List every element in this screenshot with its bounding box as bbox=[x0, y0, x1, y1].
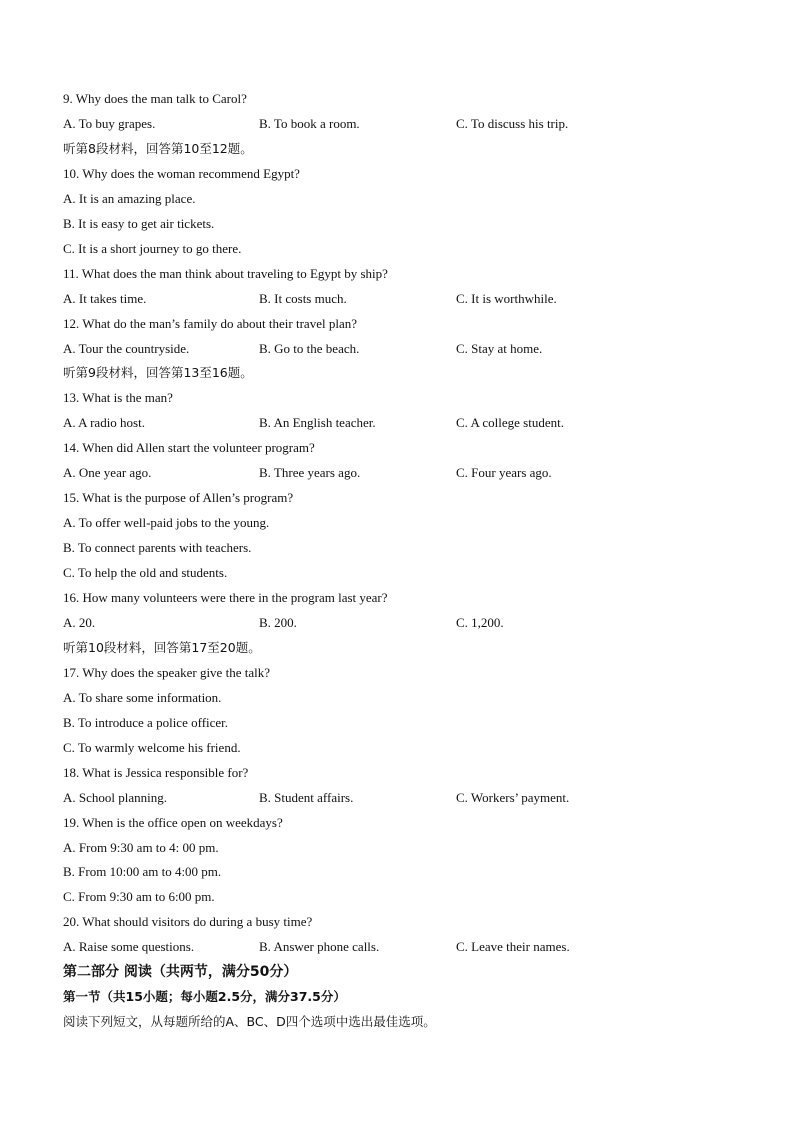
option-b: B. Three years ago. bbox=[259, 465, 361, 480]
option-a: A. One year ago. bbox=[63, 465, 152, 480]
question-line: C. To warmly welcome his friend. bbox=[63, 740, 241, 755]
question-line: A. It is an amazing place. bbox=[63, 191, 196, 206]
section-instruction: 听第10段材料，回答第17至20题。 bbox=[63, 640, 261, 655]
question-line: A. To share some information. bbox=[63, 690, 222, 705]
question-line: B. To connect parents with teachers. bbox=[63, 540, 252, 555]
question-line: 19. When is the office open on weekdays? bbox=[63, 815, 283, 830]
option-b: B. An English teacher. bbox=[259, 415, 376, 430]
option-b: B. Go to the beach. bbox=[259, 341, 360, 356]
section-instruction: 听第9段材料，回答第13至16题。 bbox=[63, 365, 253, 380]
question-line: A. To offer well-paid jobs to the young. bbox=[63, 515, 270, 530]
section-instruction: 第一节（共15小题；每小题2.5分，满分37.5分） bbox=[63, 989, 346, 1004]
option-a: A. 20. bbox=[63, 615, 96, 630]
section-instruction: 阅读下列短文，从每题所给的A、BC、D四个选项中选出最佳选项。 bbox=[63, 1014, 436, 1029]
option-a: A. Raise some questions. bbox=[63, 939, 195, 954]
option-c: C. To discuss his trip. bbox=[456, 116, 569, 131]
question-line: 10. Why does the woman recommend Egypt? bbox=[63, 166, 300, 181]
section-instruction: 听第8段材料，回答第10至12题。 bbox=[63, 141, 253, 156]
question-line: 14. When did Allen start the volunteer program? bbox=[63, 440, 315, 455]
option-b: B. 200. bbox=[259, 615, 297, 630]
question-line: 11. What does the man think about traveling to Egypt by ship? bbox=[63, 266, 388, 281]
option-b: B. Student affairs. bbox=[259, 790, 354, 805]
question-line: B. To introduce a police officer. bbox=[63, 715, 229, 730]
option-b: B. Answer phone calls. bbox=[259, 939, 380, 954]
question-line: 20. What should visitors do during a busy time? bbox=[63, 914, 313, 929]
options-row bbox=[63, 289, 763, 309]
options-row bbox=[63, 413, 763, 433]
question-line: C. It is a short journey to go there. bbox=[63, 241, 242, 256]
options-row bbox=[63, 339, 763, 359]
question-line: 13. What is the man? bbox=[63, 390, 173, 405]
question-line: 17. Why does the speaker give the talk? bbox=[63, 665, 270, 680]
question-line: 15. What is the purpose of Allen’s program? bbox=[63, 490, 294, 505]
option-c: C. Four years ago. bbox=[456, 465, 552, 480]
question-line: 16. How many volunteers were there in the program last year? bbox=[63, 590, 388, 605]
option-c: C. Leave their names. bbox=[456, 939, 570, 954]
option-a: A. Tour the countryside. bbox=[63, 341, 190, 356]
option-b: B. To book a room. bbox=[259, 116, 360, 131]
options-row bbox=[63, 114, 763, 134]
question-line: 9. Why does the man talk to Carol? bbox=[63, 91, 247, 106]
option-c: C. It is worthwhile. bbox=[456, 291, 557, 306]
option-a: A. It takes time. bbox=[63, 291, 147, 306]
option-c: C. Stay at home. bbox=[456, 341, 543, 356]
option-a: A. To buy grapes. bbox=[63, 116, 156, 131]
options-row bbox=[63, 937, 763, 957]
option-b: B. It costs much. bbox=[259, 291, 347, 306]
option-c: C. Workers’ payment. bbox=[456, 790, 570, 805]
question-line: C. To help the old and students. bbox=[63, 565, 228, 580]
options-row bbox=[63, 463, 763, 483]
question-line: A. From 9:30 am to 4: 00 pm. bbox=[63, 840, 219, 855]
option-c: C. A college student. bbox=[456, 415, 564, 430]
options-row bbox=[63, 788, 763, 808]
option-c: C. 1,200. bbox=[456, 615, 504, 630]
question-line: 18. What is Jessica responsible for? bbox=[63, 765, 249, 780]
options-row bbox=[63, 613, 763, 633]
option-a: A. A radio host. bbox=[63, 415, 145, 430]
question-line: B. From 10:00 am to 4:00 pm. bbox=[63, 864, 222, 879]
option-a: A. School planning. bbox=[63, 790, 167, 805]
section-instruction: 第二部分 阅读（共两节，满分50分） bbox=[63, 964, 298, 980]
question-line: B. It is easy to get air tickets. bbox=[63, 216, 215, 231]
question-line: 12. What do the man’s family do about their travel plan? bbox=[63, 316, 357, 331]
question-line: C. From 9:30 am to 6:00 pm. bbox=[63, 889, 215, 904]
